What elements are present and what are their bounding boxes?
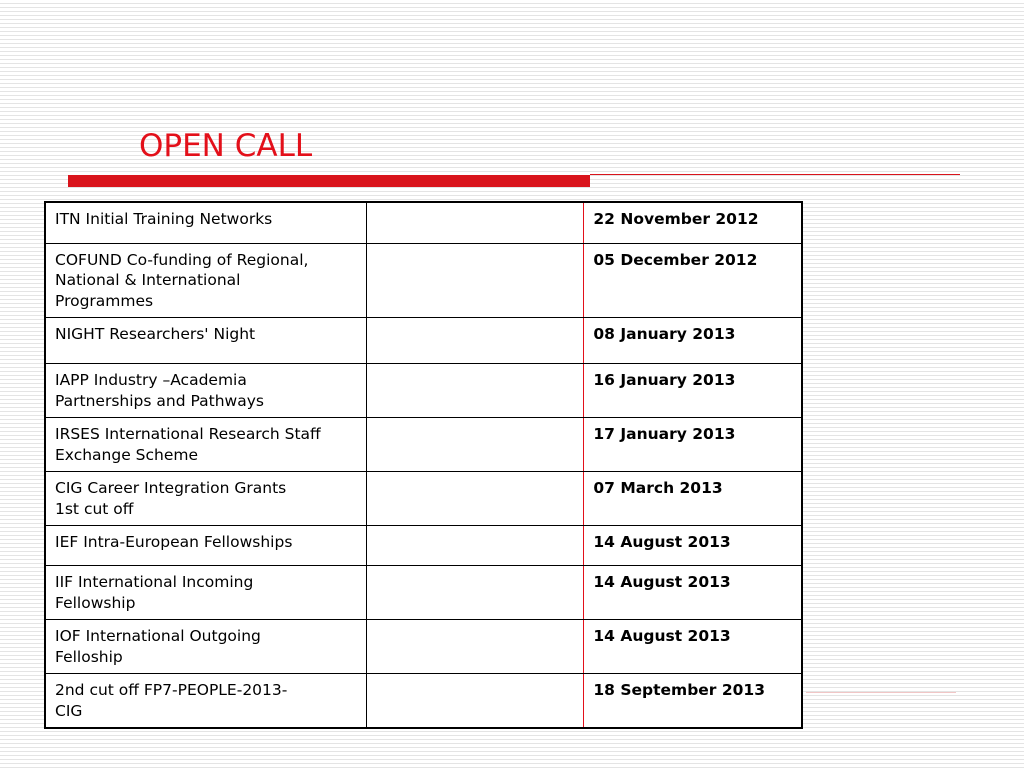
deadline-date: 14 August 2013 xyxy=(593,533,731,551)
call-name-cell xyxy=(45,202,367,243)
deadline-cell xyxy=(584,318,802,364)
table-row xyxy=(45,364,802,418)
deadline-cell xyxy=(584,202,802,243)
call-name-cell xyxy=(45,318,367,364)
deadline-cell xyxy=(584,243,802,318)
call-name-cell xyxy=(45,566,367,620)
call-name-cell xyxy=(45,620,367,674)
call-name-cell xyxy=(45,526,367,566)
call-name: ITN Initial Training Networks xyxy=(55,210,273,228)
deadline-cell xyxy=(584,526,802,566)
call-name: IOF International Outgoing Felloship xyxy=(55,627,261,666)
deadline-date: 07 March 2013 xyxy=(593,479,723,497)
title-underline-thick xyxy=(68,175,590,187)
title-underline-thin xyxy=(590,174,960,175)
table-row xyxy=(45,202,802,243)
table-row xyxy=(45,243,802,318)
empty-cell xyxy=(367,243,584,318)
table-row xyxy=(45,472,802,526)
call-name: COFUND Co-funding of Regional, National & International Programmes xyxy=(55,250,309,310)
slide-title: OPEN CALL xyxy=(139,128,313,164)
table-row xyxy=(45,418,802,472)
call-name: IEF Intra-European Fellowships xyxy=(55,533,293,551)
call-name-cell xyxy=(45,472,367,526)
table-row xyxy=(45,674,802,729)
call-name: NIGHT Researchers' Night xyxy=(55,325,256,343)
call-name: CIG Career Integration Grants 1st cut off xyxy=(55,479,287,518)
call-name: IIF International Incoming Fellowship xyxy=(55,573,254,612)
empty-cell xyxy=(367,418,584,472)
deadline-date: 05 December 2012 xyxy=(593,250,758,269)
call-name-cell xyxy=(45,364,367,418)
empty-cell xyxy=(367,620,584,674)
deadline-date: 17 January 2013 xyxy=(593,425,736,443)
open-calls-table xyxy=(44,201,803,729)
call-name-cell xyxy=(45,418,367,472)
empty-cell xyxy=(367,318,584,364)
deadline-cell xyxy=(584,566,802,620)
deadline-cell xyxy=(584,418,802,472)
call-name: IAPP Industry –Academia Partnerships and Pathways xyxy=(55,371,264,410)
call-name-cell xyxy=(45,243,367,318)
deadline-date: 08 January 2013 xyxy=(593,325,736,343)
table-row xyxy=(45,566,802,620)
deadline-date: 22 November 2012 xyxy=(593,210,759,228)
empty-cell xyxy=(367,566,584,620)
deadline-cell xyxy=(584,364,802,418)
table-row xyxy=(45,318,802,364)
empty-cell xyxy=(367,202,584,243)
deadline-cell xyxy=(584,620,802,674)
empty-cell xyxy=(367,472,584,526)
deadline-cell xyxy=(584,674,802,729)
call-name: 2nd cut off FP7-PEOPLE-2013- CIG xyxy=(55,681,288,720)
call-name: IRSES International Research Staff Exchange Scheme xyxy=(55,425,321,464)
table-row xyxy=(45,620,802,674)
empty-cell xyxy=(367,674,584,729)
empty-cell xyxy=(367,526,584,566)
deadline-date: 18 September 2013 xyxy=(593,681,765,699)
deadline-cell xyxy=(584,472,802,526)
table-row xyxy=(45,526,802,566)
deadline-date: 14 August 2013 xyxy=(593,627,731,645)
footer-rule xyxy=(806,692,956,693)
deadline-date: 16 January 2013 xyxy=(593,371,736,389)
empty-cell xyxy=(367,364,584,418)
call-name-cell xyxy=(45,674,367,729)
deadline-date: 14 August 2013 xyxy=(593,573,731,591)
